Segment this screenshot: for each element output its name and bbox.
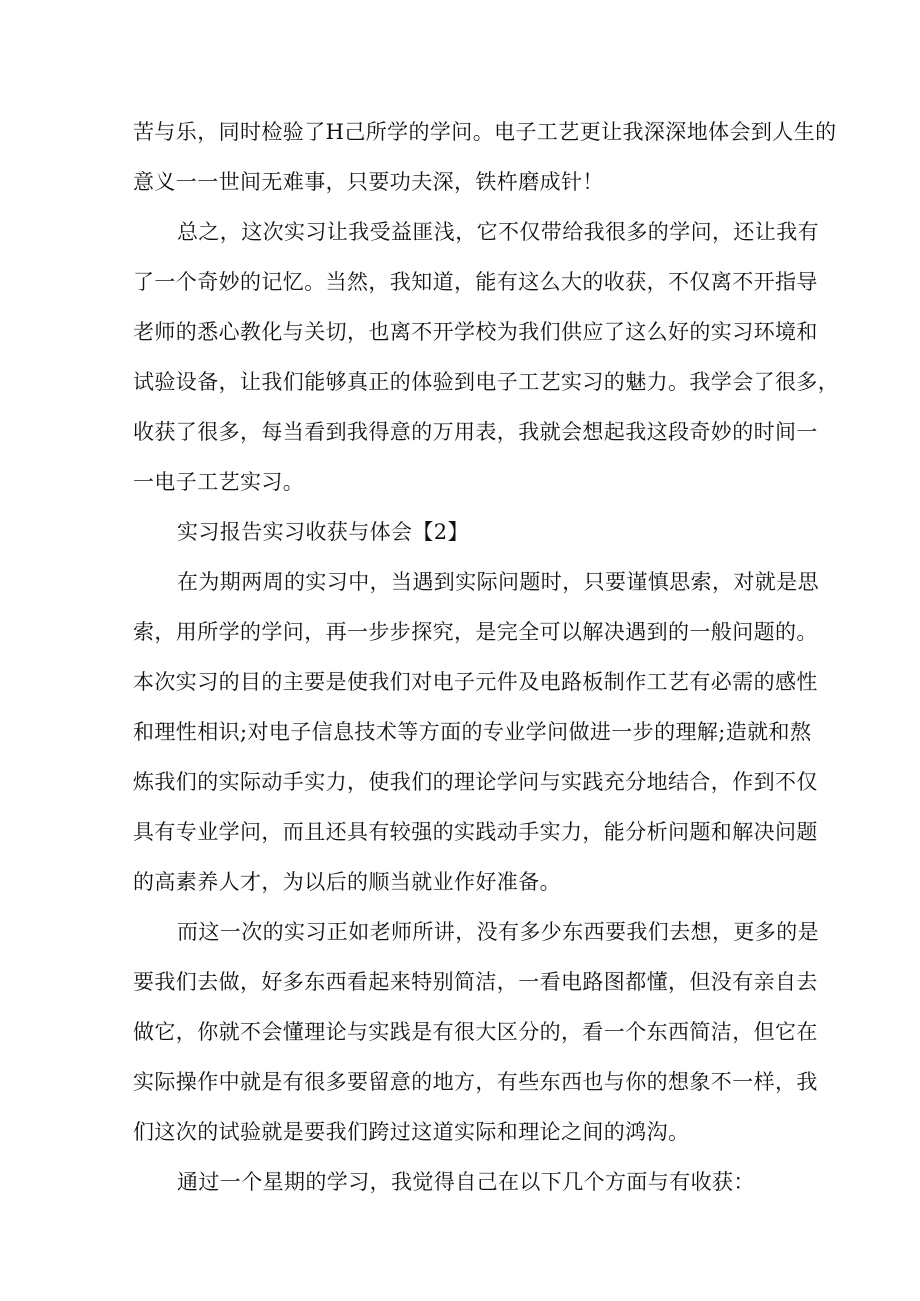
text-line: 苦与乐，同时检验了H己所学的学问。电子工艺更让我深深地体会到人生的 xyxy=(133,120,837,144)
text-line: 总之，这次实习让我受益匪浅，它不仅带给我很多的学问，还让我有 xyxy=(177,220,819,244)
text-line: 和理性相识;对电子信息技术等方面的专业学问做进一步的理解;造就和熬 xyxy=(133,720,812,744)
text-line: 而这一次的实习正如老师所讲，没有多少东西要我们去想，更多的是 xyxy=(177,920,819,944)
section-heading: 实习报告实习收获与体会【2】 xyxy=(177,520,469,544)
text-line: 收获了很多，每当看到我得意的万用表，我就会想起我这段奇妙的时间一 xyxy=(133,420,818,444)
text-line: 具有专业学问，而且还具有较强的实践动手实力，能分析问题和解决问题 xyxy=(133,820,818,844)
text-line: 了一个奇妙的记忆。当然，我知道，能有这么大的收获，不仅离不开指导 xyxy=(133,270,818,294)
text-line: 试验设备，让我们能够真正的体验到电子工艺实习的魅力。我学会了很多， xyxy=(133,370,840,394)
text-line: 通过一个星期的学习，我觉得自己在以下几个方面与有收获： xyxy=(177,1170,755,1194)
text-line: 实际操作中就是有很多要留意的地方，有些东西也与你的想象不一样，我 xyxy=(133,1070,818,1094)
text-line: 要我们去做，好多东西看起来特别简洁，一看电路图都懂，但没有亲自去 xyxy=(133,970,818,994)
text-line: 意义一一世间无难事，只要功夫深，铁杵磨成针！ xyxy=(133,170,604,194)
text-line: 们这次的试验就是要我们跨过这道实际和理论之间的鸿沟。 xyxy=(133,1120,690,1144)
text-line: 的高素养人才，为以后的顺当就业作好准备。 xyxy=(133,870,561,894)
text-line: 做它，你就不会懂理论与实践是有很大区分的，看一个东西简洁，但它在 xyxy=(133,1020,818,1044)
text-line: 一电子工艺实习。 xyxy=(133,470,305,494)
text-line: 本次实习的目的主要是使我们对电子元件及电路板制作工艺有必需的感性 xyxy=(133,670,818,694)
text-line: 老师的悉心教化与关切，也离不开学校为我们供应了这么好的实习环境和 xyxy=(133,320,818,344)
text-line: 在为期两周的实习中，当遇到实际问题时，只要谨慎思索，对就是思 xyxy=(177,570,819,594)
text-line: 索，用所学的学问，再一步步探究，是完全可以解决遇到的一般问题的。 xyxy=(133,620,818,644)
text-line: 炼我们的实际动手实力，使我们的理论学问与实践充分地结合，作到不仅 xyxy=(133,770,818,794)
